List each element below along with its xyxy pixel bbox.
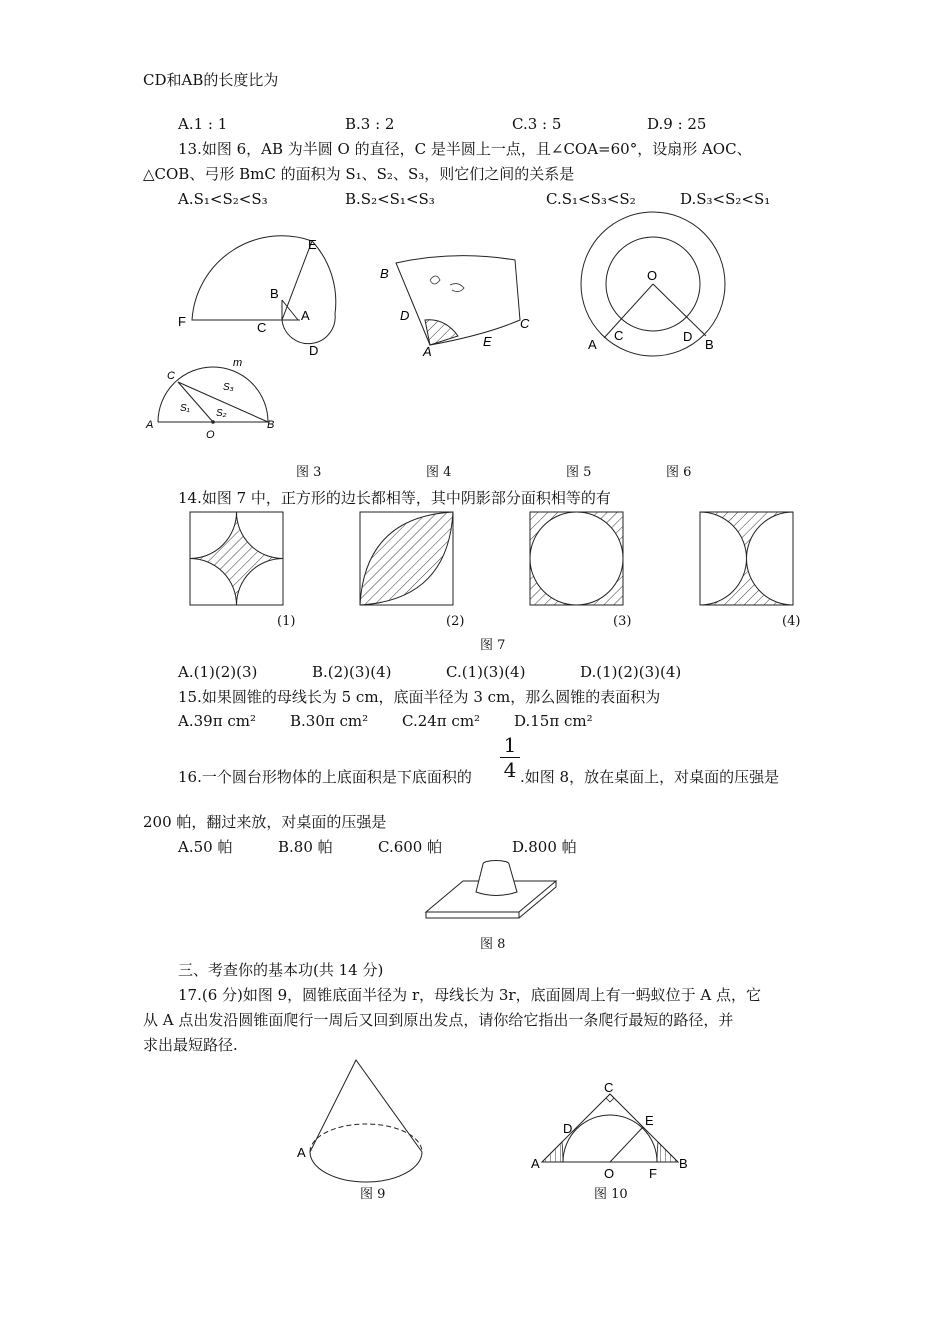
fig10-label-a: A [531, 1156, 540, 1171]
q13-line2: △COB、弓形 BmC 的面积为 S₁、S₂、S₃，则它们之间的关系是 [143, 165, 575, 183]
q13-option-c: C.S₁<S₃<S₂ [546, 190, 636, 208]
q16-fraction-denominator: 4 [503, 758, 517, 782]
q15-stem: 15.如果圆锥的母线长为 5 cm，底面半径为 3 cm，那么圆锥的表面积为 [178, 688, 661, 706]
figure-9 [293, 1055, 443, 1185]
q13-option-a: A.S₁<S₂<S₃ [178, 190, 268, 208]
caption-fig7-3: (3) [613, 614, 632, 629]
q12-option-b: B.3 : 2 [345, 115, 395, 133]
q15-option-b: B.30π cm² [290, 712, 369, 730]
caption-fig10: 图 10 [594, 1187, 628, 1202]
q16-option-b: B.80 帕 [278, 838, 333, 856]
fig5-label-c: C [614, 328, 624, 343]
fig4-label-e: E [483, 334, 492, 349]
q12-option-a: A.1 : 1 [178, 115, 228, 133]
q13-line1: 13.如图 6，AB 为半圆 O 的直径，C 是半圆上一点，且∠COA=60°，设扇形 AOC、 [178, 140, 752, 158]
fig10-label-c: C [604, 1080, 614, 1095]
caption-fig5: 图 5 [566, 465, 592, 480]
q16-text-before: 16.一个圆台形物体的上底面积是下底面积的 [178, 768, 472, 786]
caption-fig6: 图 6 [666, 465, 692, 480]
q14-option-d: D.(1)(2)(3)(4) [580, 663, 682, 681]
fig4-label-d: D [400, 308, 410, 323]
q15-option-c: C.24π cm² [402, 712, 481, 730]
fig6-label-a: A [146, 419, 154, 431]
fig3-label-c: C [257, 320, 267, 335]
q16-option-a: A.50 帕 [178, 838, 233, 856]
caption-fig8: 图 8 [480, 937, 506, 952]
q16-line2: 200 帕，翻过来放，对桌面的压强是 [143, 813, 387, 831]
fig4-label-b: B [380, 266, 389, 281]
figure-7-4 [699, 511, 795, 607]
fig4-label-c: C [520, 316, 530, 331]
fig6-label-o: O [206, 429, 215, 441]
section3-title: 三、考查你的基本功(共 14 分) [178, 961, 384, 979]
caption-fig4: 图 4 [426, 465, 452, 480]
q14-stem: 14.如图 7 中，正方形的边长都相等，其中阴影部分面积相等的有 [178, 489, 611, 507]
q15-option-a: A.39π cm² [178, 712, 256, 730]
caption-fig7-2: (2) [446, 614, 465, 629]
q13-option-b: B.S₂<S₁<S₃ [345, 190, 435, 208]
figure-8 [423, 855, 559, 925]
fig5-label-o: O [647, 268, 658, 283]
q17-line2: 从 A 点出发沿圆锥面爬行一周后又回到原出发点，请你给它指出一条爬行最短的路径，并 [143, 1011, 734, 1029]
q14-option-b: B.(2)(3)(4) [312, 663, 392, 681]
caption-fig7: 图 7 [480, 638, 506, 653]
caption-fig7-4: (4) [782, 614, 801, 629]
figure-7-2 [359, 511, 455, 607]
figure-3 [170, 232, 350, 362]
q13-option-d: D.S₃<S₂<S₁ [680, 190, 771, 208]
q17-line1: 17.(6 分)如图 9，圆锥底面半径为 r，母线长为 3r，底面圆周上有一蚂蚁位于 A 点，它 [178, 986, 761, 1004]
q16-option-c: C.600 帕 [378, 838, 443, 856]
figure-6 [140, 355, 285, 445]
fig3-label-a: A [301, 308, 310, 323]
fig4-label-a: A [423, 344, 432, 359]
caption-fig3: 图 3 [296, 465, 322, 480]
q12-option-c: C.3 : 5 [512, 115, 562, 133]
figure-7-1 [189, 511, 285, 607]
fig6-label-c: C [167, 370, 175, 382]
figure-10 [530, 1082, 700, 1182]
fig9-label-a: A [297, 1145, 306, 1160]
fig3-label-e: E [308, 237, 317, 252]
q14-option-c: C.(1)(3)(4) [446, 663, 526, 681]
fig3-label-b: B [270, 286, 279, 301]
q15-option-d: D.15π cm² [514, 712, 593, 730]
fig5-label-b: B [705, 337, 714, 352]
figure-5 [575, 208, 735, 358]
q12-stem: CD和AB的长度比为 [143, 71, 279, 89]
figure-7-3 [529, 511, 625, 607]
q14-option-a: A.(1)(2)(3) [178, 663, 258, 681]
q16-fraction [500, 734, 520, 781]
fig6-label-m: m [233, 357, 243, 369]
fig5-label-d: D [683, 329, 693, 344]
q16-text-after: .如图 8，放在桌面上，对桌面的压强是 [520, 768, 780, 786]
q12-option-d: D.9 : 25 [647, 115, 707, 133]
fig10-label-o: O [604, 1166, 615, 1181]
fig3-label-f: F [178, 314, 186, 329]
q17-line3: 求出最短路径. [143, 1036, 238, 1054]
q16-fraction-numerator: 1 [503, 733, 517, 757]
fig10-label-e: E [645, 1113, 654, 1128]
fig10-label-d: D [563, 1121, 573, 1136]
fig3-label-d: D [309, 343, 319, 358]
figure-4 [370, 250, 540, 360]
fig6-label-s3: S₃ [223, 382, 234, 393]
fig6-label-s2: S₂ [216, 408, 227, 419]
caption-fig7-1: (1) [277, 614, 296, 629]
fig10-label-b: B [679, 1156, 688, 1171]
fig10-label-f: F [649, 1166, 657, 1181]
fig6-label-s1: S₁ [180, 403, 190, 414]
fig5-label-a: A [588, 337, 597, 352]
caption-fig9: 图 9 [360, 1187, 386, 1202]
fig6-label-b: B [267, 419, 275, 431]
q16-option-d: D.800 帕 [512, 838, 577, 856]
